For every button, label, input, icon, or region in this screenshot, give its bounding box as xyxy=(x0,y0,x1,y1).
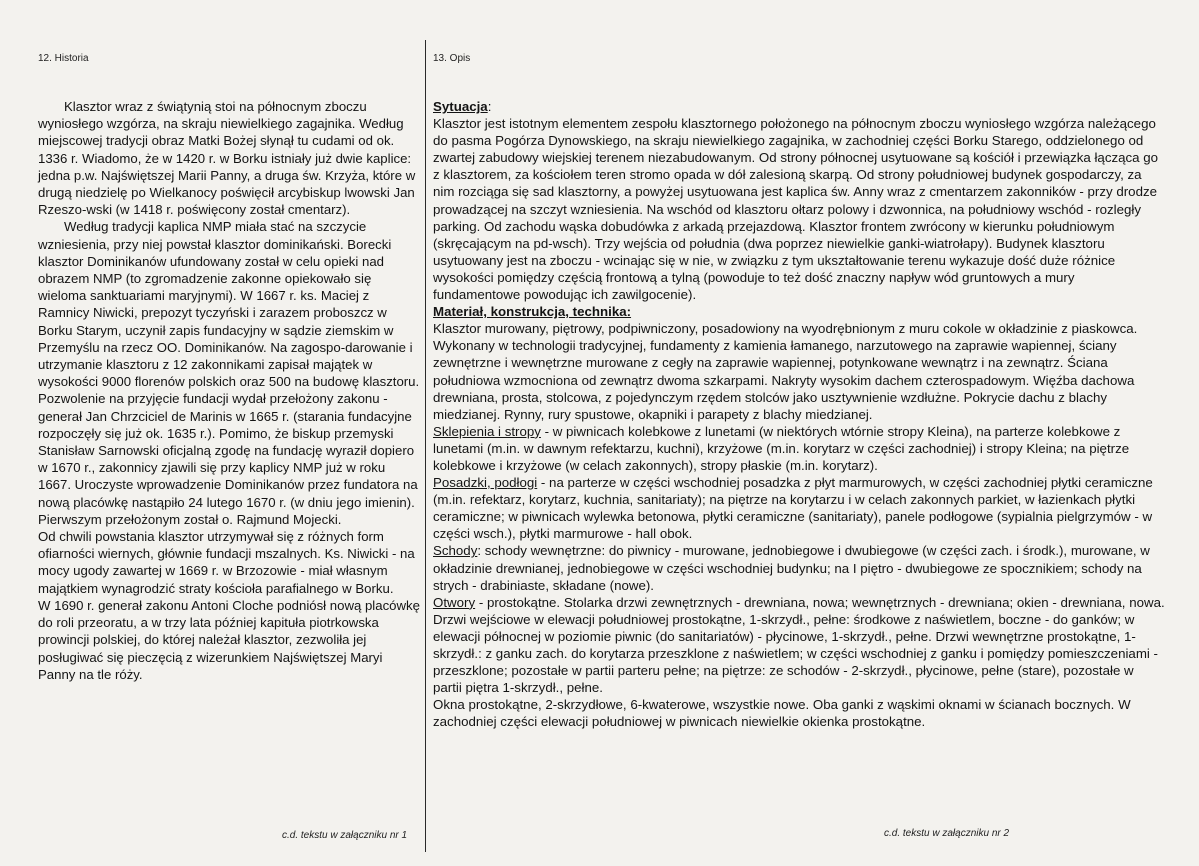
historia-paragraph: W 1690 r. generał zakonu Antoni Cloche podniósł nową placówkę do roli przeoratu, a w trzy lata później kapituła piotrkowska prowincji polskiej, do której należał klasztor, zezwoliła jej posługiwać się pieczęcią z wizerunkiem Najświętszej Maryi Panny na tle róży. xyxy=(38,597,420,682)
section-header-historia: 12. Historia xyxy=(38,53,89,64)
otwory-paragraph xyxy=(433,594,1165,697)
column-divider xyxy=(425,40,426,852)
posadzki-label: Posadzki, podłogi xyxy=(433,475,538,491)
footnote-left: c.d. tekstu w załączniku nr 1 xyxy=(282,830,408,841)
sklepienia-paragraph xyxy=(433,423,1165,474)
sklepienia-text: - w piwnicach kolebkowe z lunetami (w niektórych wtórnie stropy Kleina), na parterze kolebkowe z lunetami (m.in. w dawnym refektarzu, kuchni), krzyżowe (m.in. korytarz w części zachodniej) i stropy Kleina; na piętrze kolebkowe i krzyżowe (w celach zakonnych), stropy płaskie (m.in. korytarz). xyxy=(433,423,1130,473)
historia-column xyxy=(38,98,420,683)
footnote-right: c.d. tekstu w załączniku nr 2 xyxy=(884,828,1010,839)
sytuacja-label: Sytuacja xyxy=(433,99,488,114)
historia-paragraph: Według tradycji kaplica NMP miała stać na szczycie wzniesienia, przy niej powstał klasztor dominikański. Borecki klasztor Dominikanów ufundowany został w celu opieki nad obrazem NMP (to zgromadzenie zakonne opiekowało się wieloma sanktuariami maryjnymi). W 1667 r. ks. Maciej z Ramnicy Niwicki, prepozyt tyczyński i zarazem proboszcz w Borku Starym, uczynił zapis fundacyjny w sądzie ziemskim w Przemyślu na rzecz OO. Dominikanów. Na zagospo-darowanie i utrzymanie klasztoru z 12 zakonnikami zapisał majątek w wysokości 9000 florenów polskich oraz 500 na budowę klasztoru. Pozwolenie na przyjęcie fundacji wydał przełożony zakonu - generał Jan Chrzciciel de Marinis w 1665 r. (starania fundacyjne rozpoczęły się już ok. 1635 r.). Pomimo, że biskup przemyski Stanisław Sarnowski oficjalną zgodę na fundację wyraził dopiero w 1670 r., zakonnicy zjawili się przy kaplicy NMP już w roku 1667. Uroczyste wprowadzenie Dominikanów przez fundatora na nową placówkę nastąpiło 24 lutego 1670 r. (w dniu jego imienin). Pierwszym przełożonym został o. Rajmund Mojecki. xyxy=(38,219,420,527)
historia-paragraph: Klasztor wraz z świątynią stoi na północnym zboczu wyniosłego wzgórza, na skraju niewielkiego zagajnika. Według miejscowej tradycji obraz Matki Bożej słynął tu cudami od ok. 1336 r. Wiadomo, że w 1420 r. w Borku istniały już dwie kaplice: jedna p.w. Najświętszej Marii Panny, a druga św. Krzyża, które w drugą niedzielę po Wielkanocy poświęcił arcybiskup lwowski Jan Rzeszo-wski (w 1418 r. poświęcony został cmentarz). xyxy=(38,99,416,218)
schody-text: : schody wewnętrzne: do piwnicy - murowane, jednobiegowe i dwubiegowe (w części zach. i środk.), murowane, w okładzinie drewnianej, jednobiegowe w części wschodniej budynku; na I piętro - dwubiegowe ze spocznikiem; schody na strych - drabiniaste, składane (nowe). xyxy=(433,543,1150,593)
schody-label: Schody xyxy=(433,543,478,559)
section-header-opis: 13. Opis xyxy=(433,53,471,64)
posadzki-paragraph xyxy=(433,474,1165,542)
material-text: Klasztor murowany, piętrowy, podpiwniczony, posadowiony na wyodrębnionym z muru cokole w okładzinie z piaskowca. Wykonany w technologii tradycyjnej, fundamenty z kamienia łamanego, narzutowego na zaprawie wapiennej, ściany zewnętrzne i wewnętrzne murowane z cegły na zaprawie wapiennej, potynkowane wewnątrz i na zewnątrz. Ściana południowa wzmocniona od zewnątrz dwoma szkarpami. Nakryty wysokim dachem czterospadowym. Więźba dachowa drewniana, prosta, stolcowa, z pojedynczym rzędem stolców jako usztywnienie wzdłużne. Pokrycie dachu z blachy miedzianej. Rynny, rury spustowe, okapniki i parapety z blachy miedzianej. xyxy=(433,321,1138,422)
material-heading xyxy=(433,303,1165,320)
otwory-text: - prostokątne. Stolarka drzwi zewnętrznych - drewniana, nowa; wewnętrznych - drewniana; okien - drewniana, nowa. Drzwi wejściowe w elewacji południowej prostokątne, 1-skrzydł., pełne: środkowe z naświetlem, boczne - do ganków; w elewacji północnej w poziomie piwnic (do sanitariatów) - płycinowe, 1-skrzydł., pełne. Drzwi wewnętrzne prostokątne, 1-skrzydł.: z ganku zach. do korytarza przeszklone z naświetlem; w części wschodniej z ganku i pomiędzy pomieszczeniami - przeszklone; pozostałe w partii parteru pełne; na piętrze: ze schodów - 2-skrzydł., płycinowe, pełne (stare), pozostałe w partii piętra 1-skrzydł., pełne. xyxy=(433,594,1165,696)
okna-paragraph: Okna prostokątne, 2-skrzydłowe, 6-kwaterowe, wszystkie nowe. Oba ganki z wąskimi oknami w ścianach bocznych. W zachodniej części elewacji południowej w piwnicach niewielkie okienka prostokątne. xyxy=(433,697,1131,730)
opis-column xyxy=(433,98,1165,730)
posadzki-text: - na parterze w części wschodniej posadzka z płyt marmurowych, w części zachodniej płytki ceramiczne (m.in. refektarz, korytarz, kuchnia, sanitariaty); na piętrze na korytarzu i w celach zakonnych parkiet, w łazienkach płytki ceramiczne; w piwnicach wylewka betonowa, płytki ceramiczne (sanitariaty), panele podłogowe (sypialnia pielgrzymów - w części wsch.), płytki marmurowe - hall obok. xyxy=(433,475,1153,542)
sklepienia-label: Sklepienia i stropy xyxy=(433,423,541,439)
sytuacja-colon: : xyxy=(487,99,492,114)
material-label: Materiał, konstrukcja, technika: xyxy=(433,304,632,320)
sytuacja-heading xyxy=(433,98,1165,115)
otwory-label: Otwory xyxy=(433,594,476,610)
schody-paragraph xyxy=(433,542,1165,593)
historia-paragraph: Od chwili powstania klasztor utrzymywał się z różnych form ofiarności wiernych, głównie fundacji mszalnych. Ks. Niwicki - na mocy ugody zawartej w 1669 r. w Brzozowie - miał własnym majątkiem wynagrodzić straty kościoła parafialnego w Borku. xyxy=(38,529,415,596)
sytuacja-text: Klasztor jest istotnym elementem zespołu klasztornego położonego na północnym zboczu wyniosłego wzgórza należącego do pasma Pogórza Dynowskiego, na skraju niewielkiego zagajnika, w zachodniej części Borku Starego, oddzielonego od zwartej zabudowy wiejskiej terenem niezabudowanym. Od strony północnej usytuowane są kościół i przewiązka łącząca go z klasztorem, za kościołem teren stromo opada w dół zalesioną skarpą. Od strony południowej budynek gospodarczy, za nim rozciąga się sad klasztorny, a powyżej usytuowana jest kaplica św. Anny wraz z cmentarzem zakonników - przy drodze prowadzącej na szczyt wzniesienia. Na wschód od klasztoru ołtarz polowy i dzwonnica, na południowy wschód - rozległy parking. Od zachodu wąska dobudówka z arkadą przejazdową. Klasztor frontem zwrócony w kierunku południowym (skręcającym na pd-wsch). Trzy wejścia od południa (dwa poprzez niewielkie ganki-wiatrołapy). Budynek klasztoru usytuowany jest na zboczu - wcinając się w nie, w związku z tym ukształtowanie terenu wykazuje dość duże różnice wysokości pomiędzy częścią frontową a tylną (powoduje to też dość znaczny napływ wód gruntowych a mury fundamentowe powodując ich zawilgocenie). xyxy=(433,116,1159,303)
